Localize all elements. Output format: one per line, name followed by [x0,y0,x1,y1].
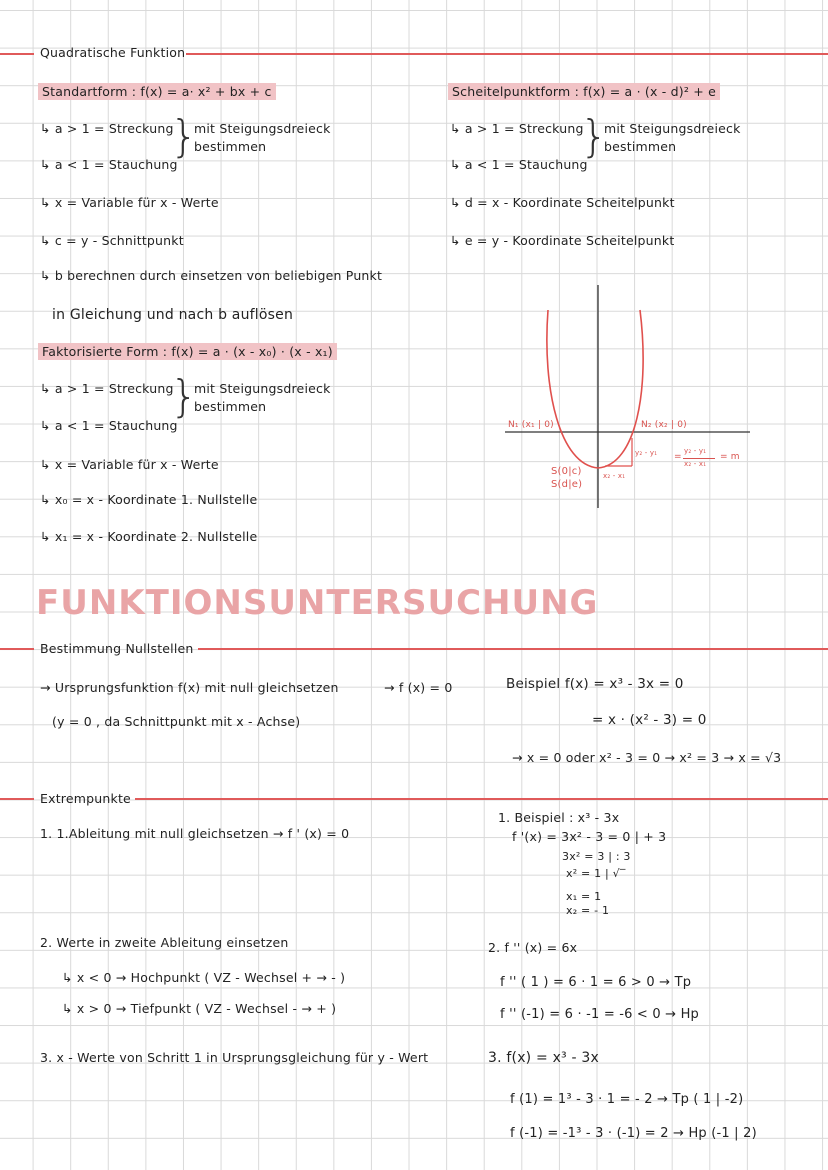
roots-example-2: = x · (x² - 3) = 0 [592,712,707,728]
standard-b-line2: in Gleichung und nach b auflösen [52,307,294,323]
standard-brace-line2: bestimmen [194,139,267,154]
roots-step1-result: → f (x) = 0 [384,680,453,695]
roots-step1: → Ursprungsfunktion f(x) mit null gleichsetzen [40,680,339,695]
brace-icon: } [170,111,198,162]
roots-step2: (y = 0 , da Schnittpunkt mit x - Achse) [52,714,301,729]
graph-root-n1: N₁ (x₁ | 0) [508,420,554,430]
heading-rule-right [198,648,828,650]
extrema-step2-min: ↳ x > 0 → Tiefpunkt ( VZ - Wechsel - → + ) [62,1001,337,1016]
graph-vertex-s1: S(0|c) [551,466,582,477]
vertex-d: ↳ d = x - Koordinate Scheitelpunkt [450,195,675,210]
extrema-example-2a: f '' ( 1 ) = 6 · 1 = 6 > 0 → Tp [500,975,692,990]
brace-icon: } [170,371,198,422]
section-heading-quadratic: Quadratische Funktion [40,45,186,60]
vertex-a-less: ↳ a < 1 = Stauchung [450,157,588,172]
standard-b-line1: ↳ b berechnen durch einsetzen von beliebigen Punkt [40,268,383,283]
extrema-example-2b: f '' (-1) = 6 · -1 = -6 < 0 → Hp [500,1007,700,1022]
factored-brace-line1: mit Steigungsdreieck [194,381,331,396]
vertex-form-title: Scheitelpunktform : f(x) = a · (x - d)² + e [448,83,720,100]
graph-frac-top: y₂ - y₁ [684,447,707,455]
factored-x0: ↳ x₀ = x - Koordinate 1. Nullstelle [40,492,258,507]
extrema-example-1d: x₁ = 1 [566,890,602,903]
graph-slope-m: = m [720,452,740,462]
extrema-example-1b: 3x² = 3 | : 3 [562,850,631,863]
graph-dy-label: y₂ - y₁ [635,449,658,457]
extrema-example-1c: x² = 1 | √‾ [566,867,626,880]
factored-a-greater: ↳ a > 1 = Streckung [40,381,174,396]
extrema-step2: 2. Werte in zweite Ableitung einsetzen [40,935,289,950]
heading-rule-left [0,798,34,800]
brace-icon: } [580,111,608,162]
factored-a-less: ↳ a < 1 = Stauchung [40,418,178,433]
extrema-example-3: 3. f(x) = x³ - 3x [488,1050,600,1066]
vertex-brace-line2: bestimmen [604,139,677,154]
extrema-step2-max: ↳ x < 0 → Hochpunkt ( VZ - Wechsel + → - ) [62,970,346,985]
factored-brace-line2: bestimmen [194,399,267,414]
extrema-example-1a: f '(x) = 3x² - 3 = 0 | + 3 [512,829,667,844]
extrema-example-2: 2. f '' (x) = 6x [488,940,578,955]
graph-frac-bottom: x₂ - x₁ [684,460,707,468]
graph-eq-sign: = [674,452,682,462]
extrema-step1: 1. 1.Ableitung mit null gleichsetzen → f ' (x) = 0 [40,826,350,841]
graph-vertex-s2: S(d|e) [551,479,583,490]
graph-dx-label: x₂ - x₁ [603,472,626,480]
page-title: FUNKTIONSUNTERSUCHUNG [36,583,599,623]
vertex-e: ↳ e = y - Koordinate Scheitelpunkt [450,233,675,248]
standard-a-less: ↳ a < 1 = Stauchung [40,157,178,172]
graph-root-n2: N₂ (x₂ | 0) [641,420,687,430]
vertex-brace-line1: mit Steigungsdreieck [604,121,741,136]
factored-x1: ↳ x₁ = x - Koordinate 2. Nullstelle [40,529,258,544]
section-heading-extrema: Extrempunkte [40,791,131,806]
standard-x-variable: ↳ x = Variable für x - Werte [40,195,219,210]
roots-example-1: Beispiel f(x) = x³ - 3x = 0 [506,676,684,692]
section-heading-roots: Bestimmung Nullstellen [40,641,194,656]
standard-a-greater: ↳ a > 1 = Streckung [40,121,174,136]
standard-form-title: Standartform : f(x) = a· x² + bx + c [38,83,276,100]
factored-x-variable: ↳ x = Variable für x - Werte [40,457,219,472]
heading-rule-left [0,53,34,55]
factored-form-title: Faktorisierte Form : f(x) = a · (x - x₀) · (x - x₁) [38,343,337,360]
heading-rule-left [0,648,34,650]
parabola-sketch [490,280,770,515]
extrema-example-1e: x₂ = - 1 [566,904,610,917]
heading-rule-right [135,798,828,800]
roots-example-3: → x = 0 oder x² - 3 = 0 → x² = 3 → x = √3 [512,750,782,765]
standard-brace-line1: mit Steigungsdreieck [194,121,331,136]
heading-rule-right [186,53,828,55]
standard-c: ↳ c = y - Schnittpunkt [40,233,184,248]
extrema-example-1: 1. Beispiel : x³ - 3x [498,810,620,825]
vertex-a-greater: ↳ a > 1 = Streckung [450,121,584,136]
fraction-bar [683,458,715,459]
parabola-curve [547,310,643,468]
extrema-step3: 3. x - Werte von Schritt 1 in Ursprungsgleichung für y - Wert [40,1050,429,1065]
extrema-example-3b: f (-1) = -1³ - 3 · (-1) = 2 → Hp (-1 | 2) [510,1126,757,1141]
extrema-example-3a: f (1) = 1³ - 3 · 1 = - 2 → Tp ( 1 | -2) [510,1092,744,1107]
